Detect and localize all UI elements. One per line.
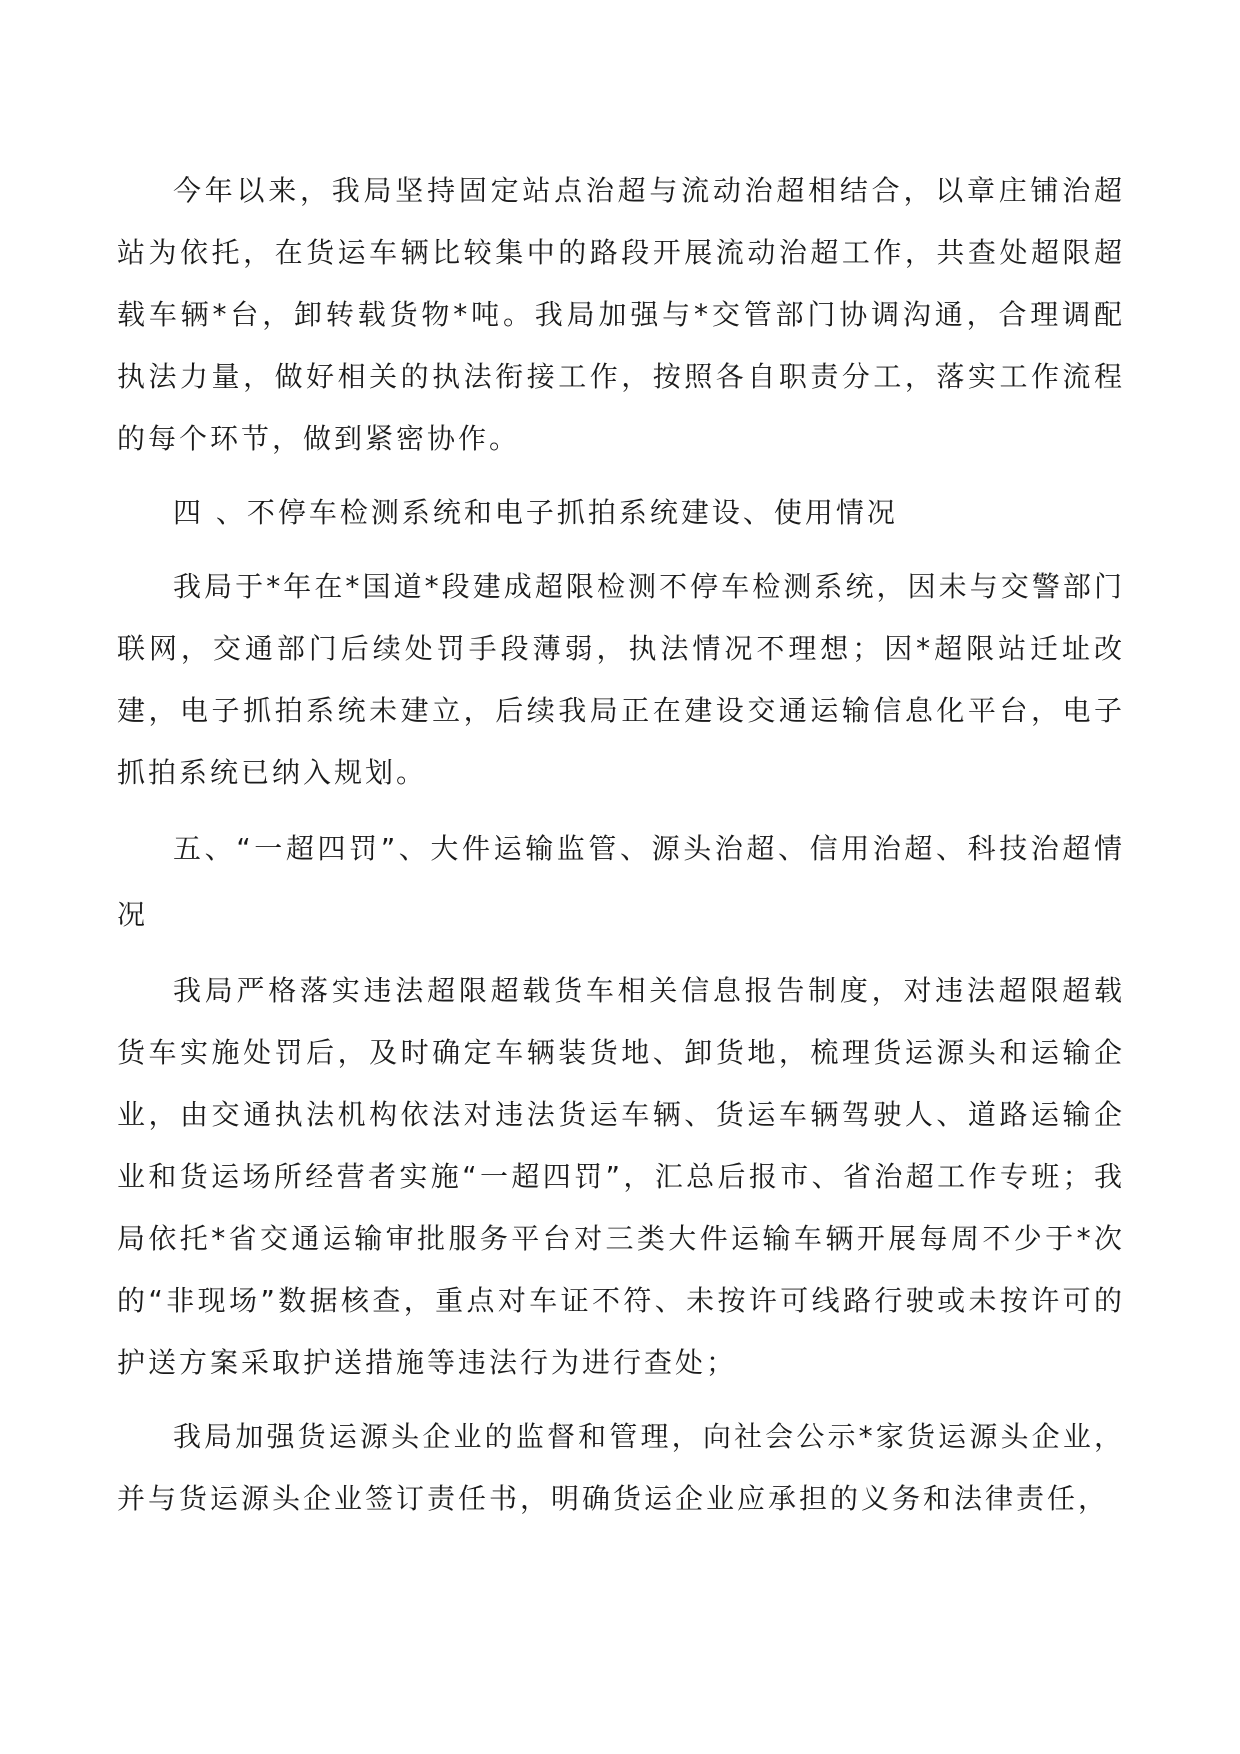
section-heading-four: 四 、不停车检测系统和电子抓拍系统建设、使用情况 — [173, 496, 898, 529]
document-body — [117, 160, 1125, 1530]
paragraph-detection-system: 我局于*年在*国道*段建成超限检测不停车检测系统，因未与交警部门联网，交通部门后续处罚手段薄弱，执法情况不理想；因*超限站迁址改建，电子抓拍系统未建立，后续我局正在建设交通运输信息化平台，电子抓拍系统已纳入规划。 — [117, 570, 1125, 789]
section-heading-five: 五、“一超四罚”、大件运输监管、源头治超、信用治超、科技治超情况 — [117, 832, 1125, 931]
paragraph-source-enterprises: 我局加强货运源头企业的监督和管理，向社会公示*家货运源头企业，并与货运源头企业签订责任书，明确货运企业应承担的义务和法律责任， — [117, 1420, 1125, 1515]
paragraph-joint-enforcement: 今年以来，我局坚持固定站点治超与流动治超相结合，以章庄铺治超站为依托，在货运车辆比较集中的路段开展流动治超工作，共查处超限超载车辆*台，卸转载货物*吨。我局加强与*交管部门协调沟通，合理调配执法力量，做好相关的执法衔接工作，按照各自职责分工，落实工作流程的每个环节，做到紧密协作。 — [117, 174, 1125, 455]
paragraph-penalty-reporting: 我局严格落实违法超限超载货车相关信息报告制度，对违法超限超载货车实施处罚后，及时确定车辆装货地、卸货地，梳理货运源头和运输企业，由交通执法机构依法对违法货运车辆、货运车辆驾驶人、道路运输企业和货运场所经营者实施“一超四罚”，汇总后报市、省治超工作专班；我局依托*省交通运输审批服务平台对三类大件运输车辆开展每周不少于*次的“非现场”数据核查，重点对车证不符、未按许可线路行驶或未按许可的护送方案采取护送措施等违法行为进行查处； — [117, 974, 1125, 1379]
